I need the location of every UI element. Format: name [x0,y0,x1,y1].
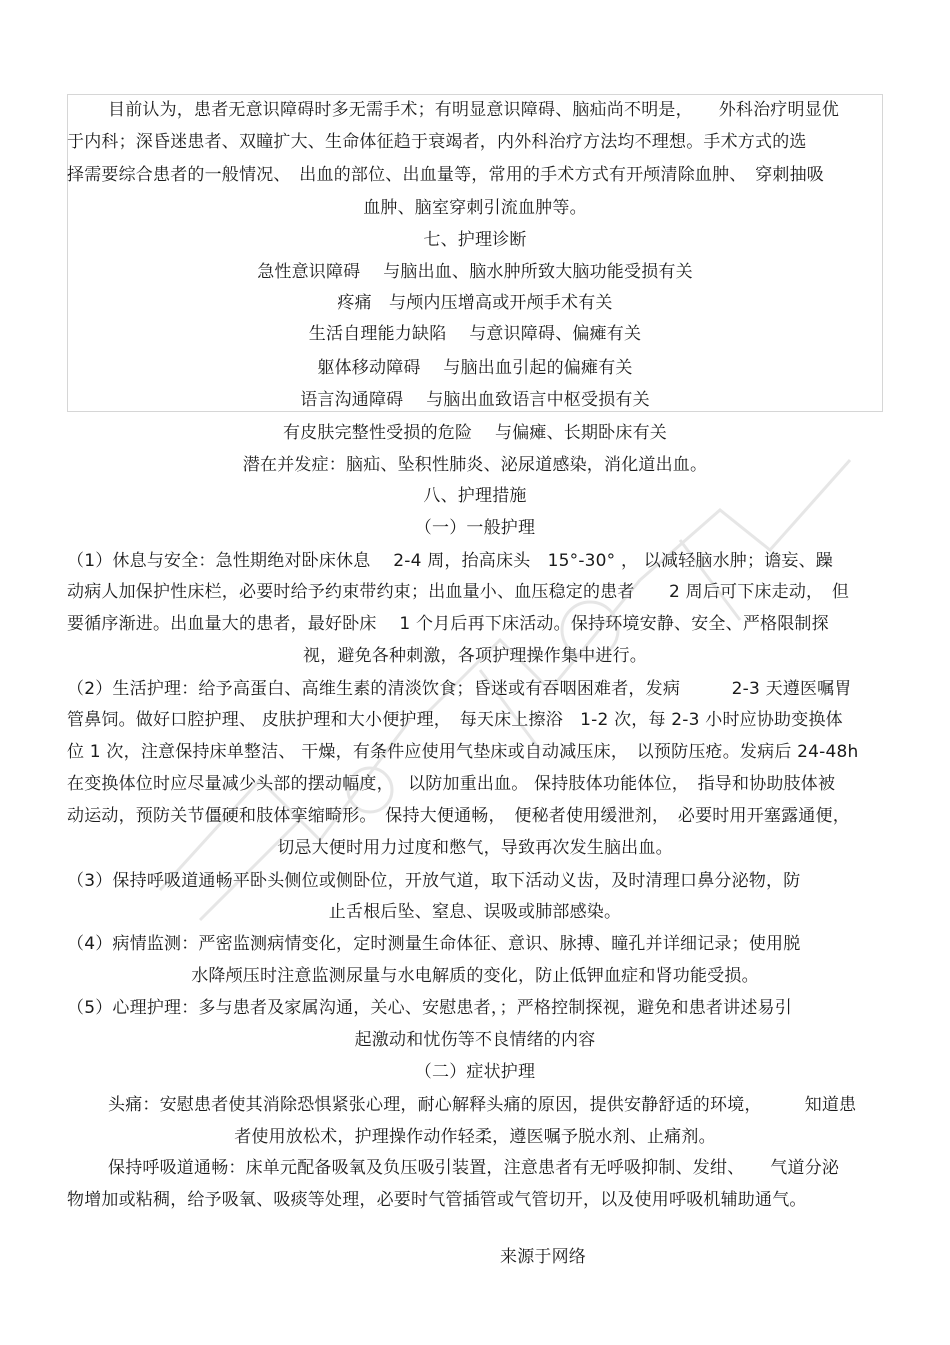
section-heading-8: 八、护理措施 [423,486,527,506]
text-line: 要循序渐进。出血量大的患者，最好卧床 1 个月后再下床活动。保持环境安静、安全、严格限制探 [67,614,829,634]
text-line: 水降颅压时注意监测尿量与水电解质的变化，防止低钾血症和肾功能受损。 [191,966,759,986]
subsection-heading-general: （一）一般护理 [414,518,536,538]
diagnosis-item: 疼痛 与颅内压增高或开颅手术有关 [337,293,613,313]
complication-line: 潜在并发症：脑疝、坠积性肺炎、泌尿道感染，消化道出血。 [242,455,708,475]
text-line: 起激动和忧伤等不良情绪的内容 [354,1030,596,1050]
text-line: （5）心理护理：多与患者及家属沟通，关心、安慰患者，；严格控制探视，避免和患者讲述易引 [67,998,792,1018]
subsection-heading-symptom: （二）症状护理 [414,1062,536,1082]
text-line: 血肿、脑室穿刺引流血肿等。 [363,198,587,218]
diagnosis-item: 有皮肤完整性受损的危险 与偏瘫、长期卧床有关 [282,423,667,443]
diagnosis-item: 语言沟通障碍 与脑出血致语言中枢受损有关 [300,390,650,410]
diagnosis-item: 急性意识障碍 与脑出血、脑水肿所致大脑功能受损有关 [257,262,693,282]
text-line: 位 1 次，注意保持床单整洁、 干燥，有条件应使用气垫床或自动减压床， 以预防压疮。发病后 24-48h [67,742,859,762]
footer-source: 来源于网络 [500,1247,586,1267]
text-line: 头痛：安慰患者使其消除恐惧紧张心理，耐心解释头痛的原因，提供安静舒适的环境， 知道患 [108,1095,857,1115]
text-line: 者使用放松术，护理操作动作轻柔，遵医嘱予脱水剂、止痛剂。 [234,1127,716,1147]
text-line: （1）休息与安全：急性期绝对卧床休息 2-4 周，抬高床头 15°-30° ， 以减轻脑水肿；谵妄、躁 [67,551,833,571]
text-line: 管鼻饲。做好口腔护理、 皮肤护理和大小便护理， 每天床上擦浴 1-2 次，每 2-3 小时应协助变换体 [67,710,843,730]
text-line: 于内科；深昏迷患者、双瞳扩大、生命体征趋于衰竭者，内外科治疗方法均不理想。手术方式的选 [67,132,807,152]
text-line: （2）生活护理：给予高蛋白、高维生素的清淡饮食；昏迷或有吞咽困难者，发病 2-3 天遵医嘱胃 [67,679,852,699]
diagnosis-item: 生活自理能力缺陷 与意识障碍、偏瘫有关 [308,324,642,344]
text-line: 动运动，预防关节僵硬和肢体挛缩畸形。 保持大便通畅， 便秘者使用缓泄剂， 必要时用开塞露通便， [67,806,850,826]
section-heading-7: 七、护理诊断 [423,230,527,250]
text-line: 物增加或粘稠，给予吸氧、吸痰等处理，必要时气管插管或气管切开，以及使用呼吸机辅助通气。 [67,1190,807,1210]
text-line: （4）病情监测：严密监测病情变化，定时测量生命体征、意识、脉搏、瞳孔并详细记录；使用脱 [67,934,801,954]
text-line: 目前认为，患者无意识障碍时多无需手术；有明显意识障碍、脑疝尚不明是， 外科治疗明显优 [108,100,840,120]
text-line: 动病人加保护性床栏，必要时给予约束带约束；出血量小、血压稳定的患者 2 周后可下床走动， 但 [67,582,850,602]
text-line: 保持呼吸道通畅：床单元配备吸氧及负压吸引装置，注意患者有无呼吸抑制、发绀、 气道分泌 [108,1158,840,1178]
text-line: 择需要综合患者的一般情况、 出血的部位、出血量等，常用的手术方式有开颅清除血肿、 穿刺抽吸 [67,165,824,185]
text-line: 在变换体位时应尽量减少头部的摆动幅度， 以防加重出血。 保持肢体功能体位， 指导和协助肢体被 [67,774,836,794]
diagnosis-item: 躯体移动障碍 与脑出血引起的偏瘫有关 [317,358,633,378]
text-line: 切忌大便时用力过度和憋气，导致再次发生脑出血。 [277,838,673,858]
text-line: （3）保持呼吸道通畅平卧头侧位或侧卧位，开放气道，取下活动义齿，及时清理口鼻分泌物，防 [67,871,801,891]
text-line: 视，避免各种刺激，各项护理操作集中进行。 [303,646,647,666]
text-line: 止舌根后坠、窒息、误吸或肺部感染。 [328,902,622,922]
